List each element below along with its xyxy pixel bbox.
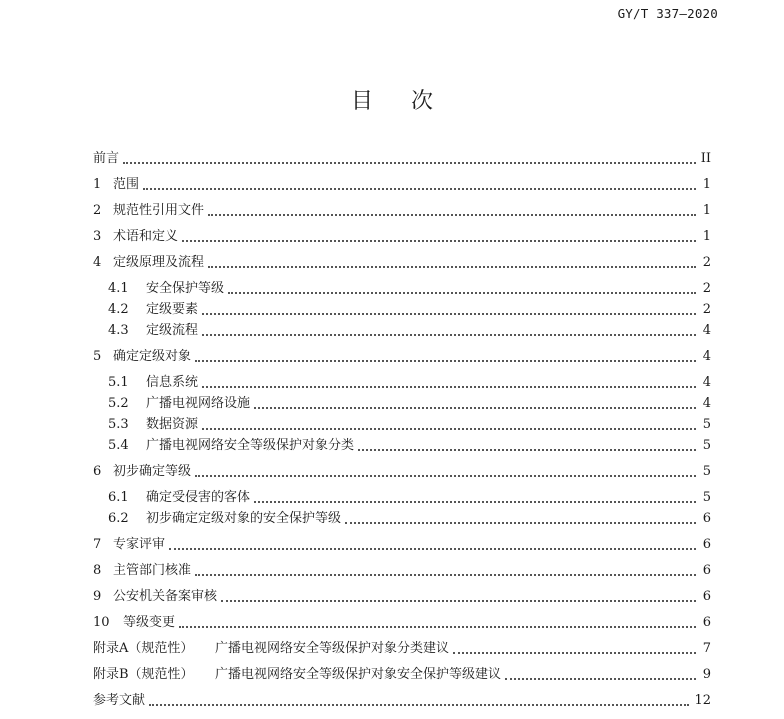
toc-label: 定级要素 [146,302,199,317]
toc-entry-annex-b[interactable] [93,664,711,686]
toc-entry-7[interactable] [93,534,711,556]
toc-label: 广播电视网络安全等级保护对象分类建议 [215,641,450,656]
toc-entry-foreword[interactable] [93,148,711,170]
toc-page: 5 [702,464,711,479]
dot-leader [169,547,696,550]
toc-label: 规范性引用文件 [113,203,205,218]
toc-page: 1 [702,229,711,244]
toc-page: 6 [702,615,711,630]
page-title [0,84,784,115]
dot-leader [345,521,696,524]
toc-label: 初步确定定级对象的安全保护等级 [146,511,342,526]
toc-entry-6-1[interactable] [93,487,711,509]
toc-number: 10 [93,615,110,630]
toc-page: 4 [702,323,711,338]
dot-leader [179,625,696,628]
toc-page: 6 [702,563,711,578]
toc-page: 5 [702,417,711,432]
toc-label: 定级流程 [146,323,199,338]
toc-entry-5-4[interactable] [93,435,711,457]
toc-number: 4.1 [108,281,129,296]
toc-number: 附录A（规范性） [93,641,194,656]
toc-number: 5.1 [108,375,129,390]
toc-number: 9 [93,589,102,604]
dot-leader [149,703,689,706]
toc-entry-4-2[interactable] [93,299,711,321]
toc-entry-10[interactable] [93,612,711,634]
toc-page: 7 [702,641,711,656]
toc-page: 2 [702,255,711,270]
toc-number: 5.2 [108,396,129,411]
toc-entry-references[interactable] [93,690,711,712]
toc-page: 9 [702,667,711,682]
toc-page: 6 [702,511,711,526]
toc-entry-5-3[interactable] [93,414,711,436]
toc-entry-2[interactable] [93,200,711,222]
dot-leader [123,161,696,164]
toc-label: 确定定级对象 [113,349,192,364]
toc-label: 专家评审 [113,537,166,552]
toc-label: 范围 [113,177,140,192]
toc-entry-3[interactable] [93,226,711,248]
toc-page: 2 [702,302,711,317]
toc-number: 5.4 [108,438,129,453]
toc-page: 5 [702,438,711,453]
dot-leader [202,385,696,388]
toc-label: 信息系统 [146,375,199,390]
toc-number: 附录B（规范性） [93,667,194,682]
dot-leader [453,651,696,654]
dot-leader [228,291,696,294]
toc-number: 8 [93,563,102,578]
toc-label: 主管部门核准 [113,563,192,578]
toc-number: 1 [93,177,102,192]
dot-leader [202,427,696,430]
toc-number: 4.2 [108,302,129,317]
dot-leader [195,359,696,362]
dot-leader [195,573,696,576]
toc-number: 6.2 [108,511,129,526]
toc-page: 6 [702,537,711,552]
dot-leader [505,677,696,680]
toc-label: 数据资源 [146,417,199,432]
toc-page: II [700,151,711,166]
toc-number: 6.1 [108,490,129,505]
dot-leader [182,239,696,242]
toc-entry-4[interactable] [93,252,711,274]
toc-number: 3 [93,229,102,244]
toc-entry-annex-a[interactable] [93,638,711,660]
dot-leader [202,333,696,336]
toc-page: 4 [702,349,711,364]
toc-number: 7 [93,537,102,552]
dot-leader [358,448,696,451]
toc-label: 定级原理及流程 [113,255,205,270]
toc-entry-8[interactable] [93,560,711,582]
toc-label: 参考文献 [93,693,146,708]
toc-page: 12 [694,693,711,708]
toc-entry-9[interactable] [93,586,711,608]
toc-number: 5 [93,349,102,364]
toc-entry-6-2[interactable] [93,508,711,530]
toc-entry-5[interactable] [93,346,711,368]
toc-entry-1[interactable] [93,174,711,196]
toc-entry-4-3[interactable] [93,320,711,342]
toc-page: 1 [702,177,711,192]
toc-number: 5.3 [108,417,129,432]
toc-label: 公安机关备案审核 [113,589,218,604]
toc-number: 4 [93,255,102,270]
title-char-1: 目 [350,89,373,114]
toc-entry-4-1[interactable] [93,278,711,300]
dot-leader [208,265,696,268]
toc-page: 5 [702,490,711,505]
dot-leader [254,500,696,503]
toc-entry-5-1[interactable] [93,372,711,394]
dot-leader [195,474,696,477]
toc-label: 等级变更 [123,615,176,630]
toc-label: 前言 [93,151,120,166]
toc-page: 4 [702,396,711,411]
toc-page: 6 [702,589,711,604]
toc-label: 术语和定义 [113,229,179,244]
toc-entry-5-2[interactable] [93,393,711,415]
toc-label: 初步确定等级 [113,464,192,479]
title-char-2: 次 [411,89,434,114]
toc-label: 确定受侵害的客体 [146,490,251,505]
toc-entry-6[interactable] [93,461,711,483]
dot-leader [202,312,696,315]
toc-label: 广播电视网络安全等级保护对象安全保护等级建议 [215,667,502,682]
toc-label: 广播电视网络设施 [146,396,251,411]
toc-number: 6 [93,464,102,479]
toc-page: 4 [702,375,711,390]
toc-number: 2 [93,203,102,218]
toc-label: 广播电视网络安全等级保护对象分类 [146,438,355,453]
toc-label: 安全保护等级 [146,281,225,296]
dot-leader [143,187,696,190]
toc-number: 4.3 [108,323,129,338]
dot-leader [221,599,696,602]
toc-page: 2 [702,281,711,296]
document-code: GY/T 337—2020 [617,6,718,21]
toc-page: 1 [702,203,711,218]
dot-leader [254,406,696,409]
dot-leader [208,213,696,216]
